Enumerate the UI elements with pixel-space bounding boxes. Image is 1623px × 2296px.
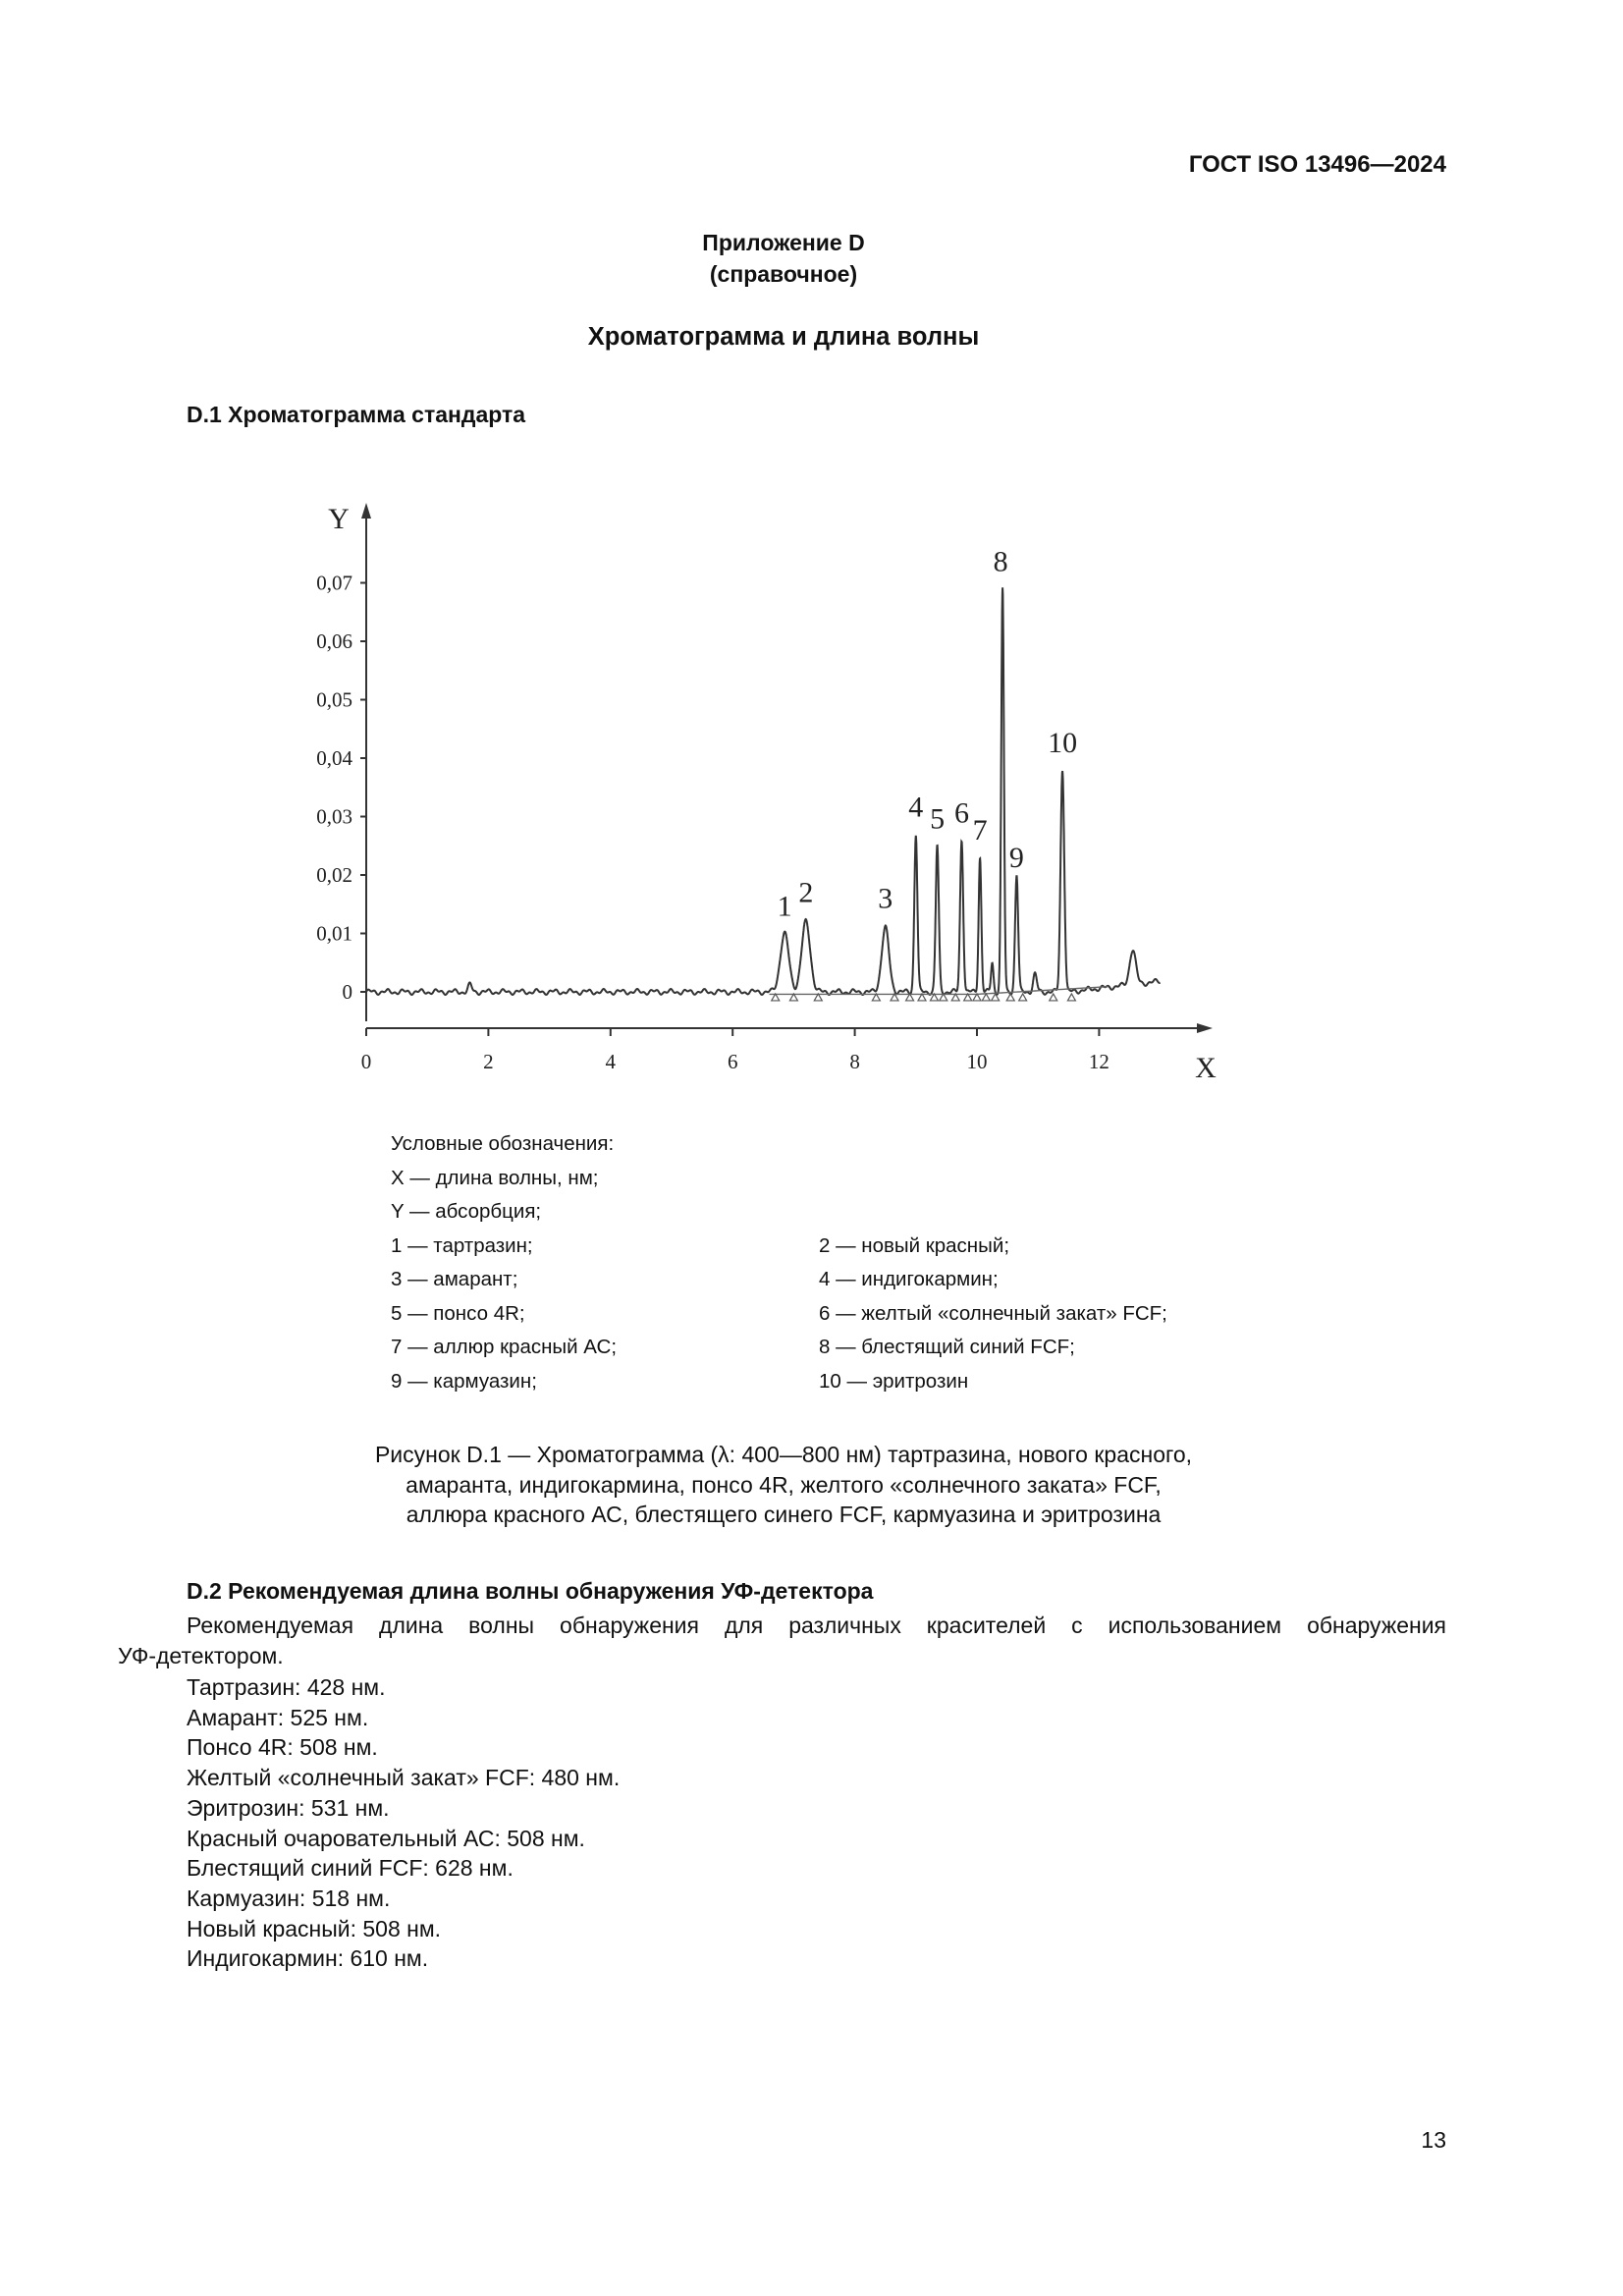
list-item: Понсо 4R: 508 нм.	[187, 1734, 378, 1761]
legend-y-def: Y — абсорбция;	[391, 1200, 542, 1223]
integration-marker	[1067, 994, 1075, 1001]
page-number: 13	[1421, 2127, 1446, 2153]
y-axis-label: Y	[328, 503, 350, 535]
y-tick-label: 0,05	[316, 687, 352, 712]
legend-item: 8 — блестящий синий FCF;	[819, 1336, 1075, 1358]
chromatogram-chart	[285, 491, 1247, 1100]
x-axis	[366, 1023, 1213, 1033]
legend-item: 1 — тартразин;	[391, 1233, 533, 1257]
x-axis-label: X	[1195, 1052, 1217, 1084]
x-tick-label: 6	[727, 1050, 738, 1073]
list-item: Эритрозин: 531 нм.	[187, 1794, 390, 1821]
peak-labels	[778, 545, 1078, 922]
peak-label: 5	[930, 802, 946, 836]
peak-label: 4	[908, 791, 924, 824]
peak-label: 6	[953, 796, 969, 830]
legend-item: 5 — понсо 4R;	[391, 1301, 525, 1325]
y-tick-label: 0,04	[316, 746, 352, 770]
integration-marker	[1006, 994, 1014, 1001]
x-tick-label: 4	[605, 1050, 617, 1073]
y-tick-label: 0,02	[316, 863, 352, 887]
legend-item: 9 — кармуазин;	[391, 1369, 537, 1393]
x-tick-label: 10	[966, 1050, 988, 1073]
caption-line: аллюра красного АС, блестящего синего FCF, кармуазина и эритрозина	[406, 1502, 1162, 1527]
section2-paragraph	[118, 1611, 1446, 1671]
list-item: Новый красный: 508 нм.	[187, 1915, 442, 1941]
list-item: Амарант: 525 нм.	[187, 1704, 369, 1730]
y-axis	[361, 503, 371, 1021]
x-tick-label: 0	[360, 1050, 372, 1073]
list-item: Желтый «солнечный закат» FCF: 480 нм.	[187, 1765, 621, 1791]
x-ticks	[361, 1028, 1109, 1073]
peak-label: 2	[798, 876, 814, 909]
x-tick-label: 8	[849, 1050, 860, 1073]
caption-line: Рисунок D.1 — Хроматограмма (λ: 400—800 нм) тартразина, нового красного,	[374, 1442, 1193, 1467]
legend-item: 6 — желтый «солнечный закат» FCF;	[819, 1301, 1167, 1325]
peak-label: 3	[878, 882, 893, 915]
wavelength-list	[187, 1672, 620, 1974]
annex-title: Приложение D	[702, 230, 865, 255]
chromatogram-trace	[366, 587, 1161, 995]
legend-item: 4 — индигокармин;	[819, 1268, 999, 1290]
legend-left	[391, 1127, 617, 1398]
peak-label: 8	[993, 545, 1008, 578]
paragraph-line-2: УФ-детектором.	[118, 1643, 284, 1668]
legend-x-def: X — длина волны, нм;	[391, 1166, 599, 1189]
standard-number: ГОСТ ISO 13496—2024	[1188, 151, 1446, 178]
peak-label: 1	[777, 890, 792, 923]
legend-right	[819, 1230, 1167, 1399]
paragraph-line-1: Рекомендуемая длина волны обнаружения для различных красителей с использованием обнаружения	[187, 1613, 1446, 1638]
legend-item: 3 — амарант;	[391, 1268, 518, 1290]
annex-status: (справочное)	[709, 261, 858, 287]
y-tick-label: 0,01	[316, 921, 352, 946]
peak-label: 7	[972, 814, 988, 847]
section-heading-d2: D.2 Рекомендуемая длина волны обнаружения УФ-детектора	[187, 1578, 874, 1604]
list-item: Кармуазин: 518 нм.	[187, 1885, 391, 1911]
section-heading-d1: D.1 Хроматограмма стандарта	[187, 402, 526, 427]
y-tick-label: 0,06	[316, 629, 352, 653]
x-tick-label: 12	[1088, 1050, 1109, 1073]
annex-heading: Хроматограмма и длина волны	[587, 323, 980, 351]
peak-label: 10	[1048, 726, 1078, 759]
y-tick-label: 0,03	[316, 804, 352, 829]
peak-label: 9	[1008, 842, 1024, 874]
list-item: Красный очаровательный АС: 508 нм.	[187, 1825, 585, 1851]
x-tick-label: 2	[483, 1050, 494, 1073]
list-item: Блестящий синий FCF: 628 нм.	[187, 1855, 514, 1882]
legend-item: 2 — новый красный;	[819, 1233, 1010, 1257]
y-tick-label: 0	[342, 980, 352, 1004]
integration-marker	[1050, 994, 1057, 1001]
list-item: Индигокармин: 610 нм.	[187, 1945, 429, 1972]
y-ticks	[316, 572, 366, 1005]
integration-marker	[982, 994, 990, 1001]
legend-item: 7 — аллюр красный АС;	[391, 1336, 618, 1358]
caption-line: амаранта, индигокармина, понсо 4R, желтого «солнечного заката» FCF,	[406, 1471, 1162, 1498]
y-tick-label: 0,07	[316, 571, 352, 595]
list-item: Тартразин: 428 нм.	[187, 1674, 386, 1700]
figure-caption	[0, 1440, 1567, 1530]
legend-title: Условные обозначения:	[391, 1132, 615, 1155]
integration-marker	[1019, 994, 1027, 1001]
legend-item: 10 — эритрозин	[819, 1369, 969, 1393]
